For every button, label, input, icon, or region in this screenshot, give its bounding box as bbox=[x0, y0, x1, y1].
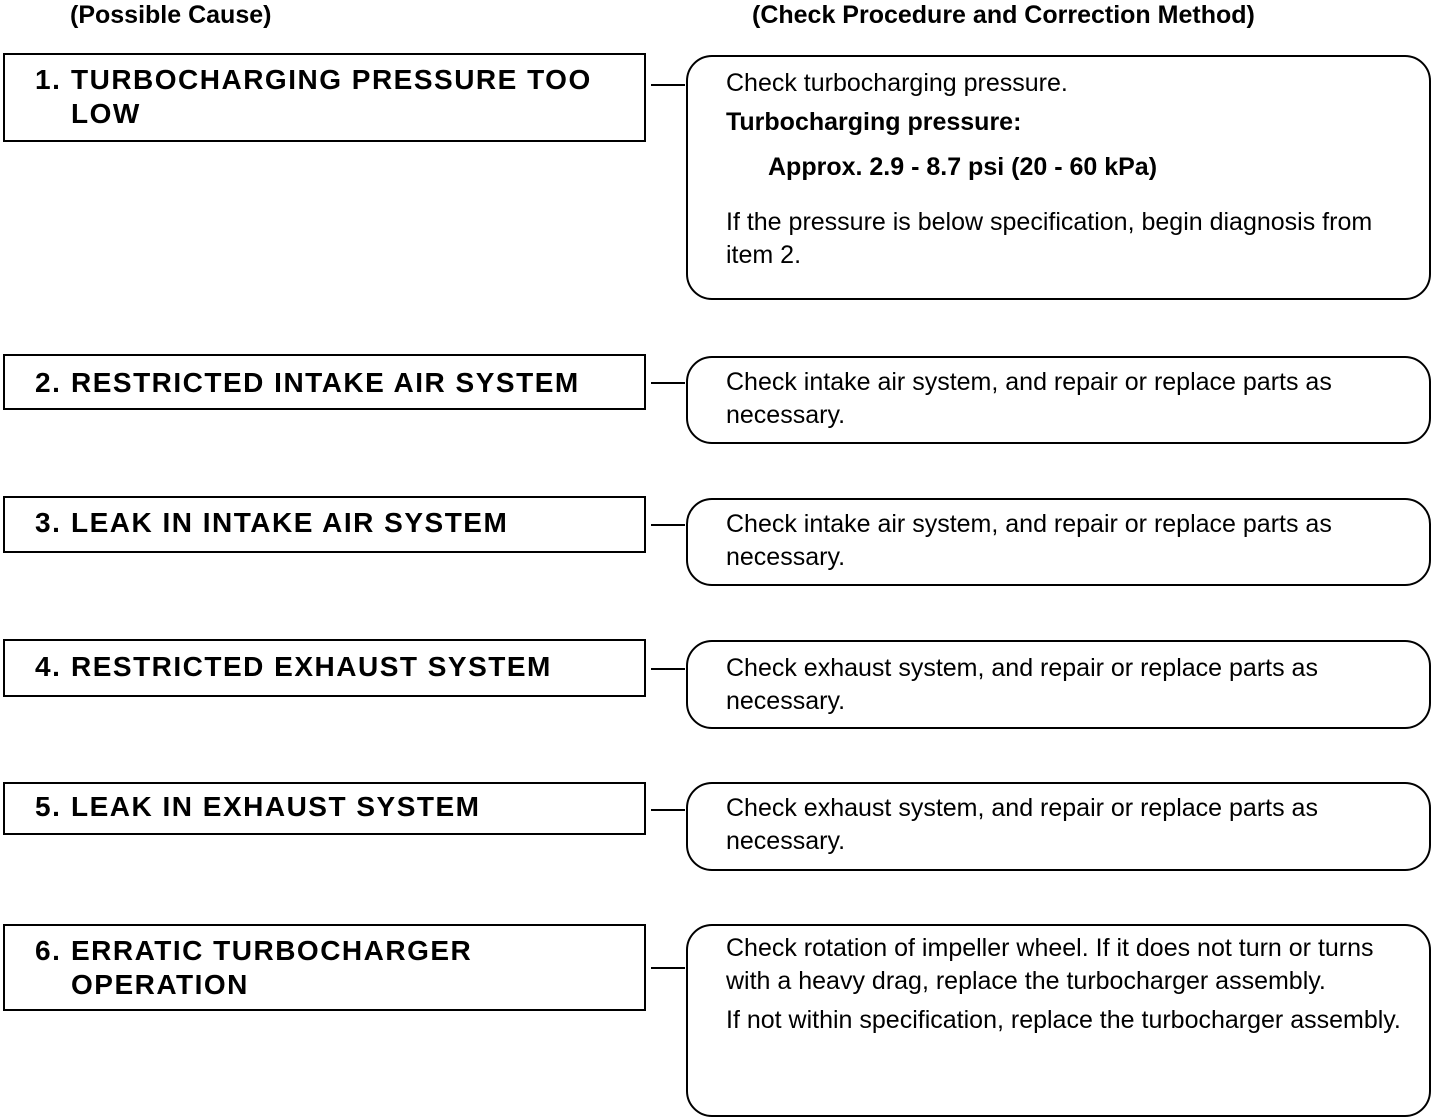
procedure-box-2 bbox=[686, 356, 1431, 444]
check-procedure-header: (Check Procedure and Correction Method) bbox=[752, 1, 1255, 29]
cause-box-4 bbox=[3, 639, 646, 697]
spec-value: Approx. 2.9 - 8.7 psi (20 - 60 kPa) bbox=[768, 153, 1158, 181]
cause-box-2 bbox=[3, 354, 646, 410]
spec-label: Turbocharging pressure: bbox=[726, 108, 1022, 136]
procedure-box-5 bbox=[686, 782, 1431, 871]
cause-number: 6. bbox=[35, 935, 62, 966]
cause-text: TURBOCHARGING PRESSURE TOO LOW bbox=[71, 64, 592, 129]
cause-number: 1. bbox=[35, 64, 62, 95]
cause-text: ERRATIC TURBOCHARGER OPERATION bbox=[71, 935, 473, 1000]
procedure-text: Check intake air system, and repair or replace parts as necessary. bbox=[726, 368, 1332, 429]
procedure-box-4 bbox=[686, 640, 1431, 729]
connector-line-1 bbox=[651, 84, 685, 86]
procedure-text: Check rotation of impeller wheel. If it does not turn or turns with a heavy drag, replace the turbocharger assembly. bbox=[726, 934, 1374, 995]
cause-box-5 bbox=[3, 782, 646, 835]
connector-line-6 bbox=[651, 967, 685, 969]
procedure-box-6 bbox=[686, 924, 1431, 1117]
procedure-note: If not within specification, replace the turbocharger assembly. bbox=[726, 1006, 1401, 1034]
cause-text: LEAK IN EXHAUST SYSTEM bbox=[71, 791, 481, 822]
connector-line-2 bbox=[651, 382, 685, 384]
cause-box-3 bbox=[3, 496, 646, 553]
procedure-box-3 bbox=[686, 498, 1431, 586]
procedure-text: Check exhaust system, and repair or replace parts as necessary. bbox=[726, 654, 1318, 715]
cause-text: LEAK IN INTAKE AIR SYSTEM bbox=[71, 507, 509, 538]
cause-text: RESTRICTED EXHAUST SYSTEM bbox=[71, 651, 552, 682]
connector-line-3 bbox=[651, 524, 685, 526]
cause-box-6 bbox=[3, 924, 646, 1011]
cause-number: 2. bbox=[35, 367, 62, 398]
cause-number: 4. bbox=[35, 651, 62, 682]
procedure-text: Check turbocharging pressure. bbox=[726, 69, 1068, 97]
cause-box-1 bbox=[3, 53, 646, 142]
possible-cause-header: (Possible Cause) bbox=[70, 1, 272, 29]
cause-number: 3. bbox=[35, 507, 62, 538]
connector-line-5 bbox=[651, 809, 685, 811]
cause-text: RESTRICTED INTAKE AIR SYSTEM bbox=[71, 367, 580, 398]
connector-line-4 bbox=[651, 668, 685, 670]
procedure-note: If the pressure is below specification, begin diagnosis from item 2. bbox=[726, 208, 1373, 269]
procedure-text: Check intake air system, and repair or replace parts as necessary. bbox=[726, 510, 1332, 571]
procedure-text: Check exhaust system, and repair or replace parts as necessary. bbox=[726, 794, 1318, 855]
procedure-box-1 bbox=[686, 55, 1431, 300]
cause-number: 5. bbox=[35, 791, 62, 822]
